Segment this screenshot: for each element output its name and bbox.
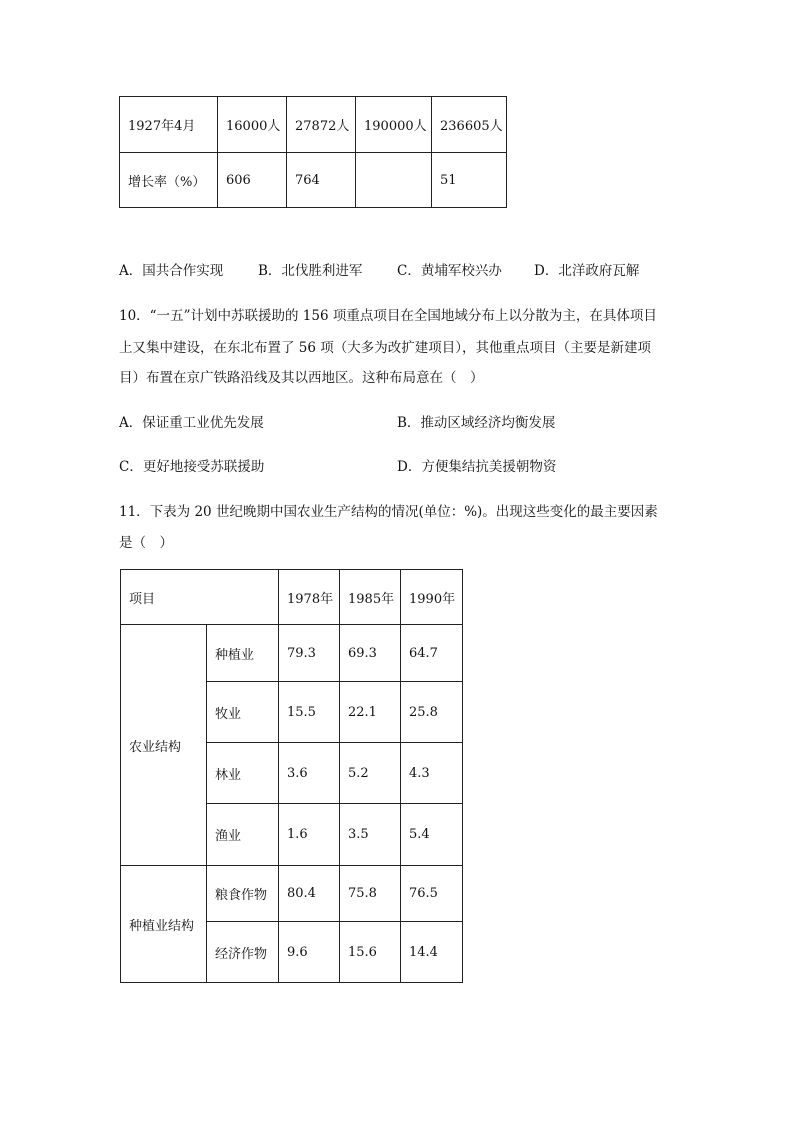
table-cell: 3.5 <box>340 804 401 866</box>
table-cell: 9.6 <box>279 922 340 983</box>
row-label: 渔业 <box>207 804 279 866</box>
row-label: 林业 <box>207 743 279 804</box>
table-row <box>121 625 463 682</box>
table-row <box>120 97 507 153</box>
q11-text-line-2: 是（ ） <box>119 535 173 551</box>
table-cell: 5.4 <box>401 804 463 866</box>
table-row <box>120 153 507 208</box>
header-cell-year: 1985年 <box>340 570 401 625</box>
table-row <box>121 866 463 922</box>
table-cell: 236605人 <box>432 97 507 153</box>
table-cell: 15.6 <box>340 922 401 983</box>
table-cell: 1927年4月 <box>120 97 218 153</box>
table-cell: 764 <box>287 153 356 208</box>
table-cell: 27872人 <box>287 97 356 153</box>
row-label: 牧业 <box>207 682 279 743</box>
q9-option-d: D．北洋政府瓦解 <box>534 263 640 279</box>
group-label-planting: 种植业结构 <box>121 866 207 983</box>
table-cell: 64.7 <box>401 625 463 682</box>
table-cell: 5.2 <box>340 743 401 804</box>
q9-option-c: C．黄埔军校兴办 <box>397 263 502 279</box>
table-cell: 190000人 <box>356 97 432 153</box>
row-label: 粮食作物 <box>207 866 279 922</box>
table-cell: 79.3 <box>279 625 340 682</box>
row-label: 种植业 <box>207 625 279 682</box>
group-label-agriculture: 农业结构 <box>121 625 207 866</box>
table-cell: 22.1 <box>340 682 401 743</box>
table-cell: 606 <box>218 153 287 208</box>
population-table <box>119 96 507 208</box>
table-cell: 3.6 <box>279 743 340 804</box>
table-cell: 80.4 <box>279 866 340 922</box>
row-label: 经济作物 <box>207 922 279 983</box>
table-cell: 51 <box>432 153 507 208</box>
table-cell: 69.3 <box>340 625 401 682</box>
q11-text-line-1: 11．下表为 20 世纪晚期中国农业生产结构的情况(单位：%)。出现这些变化的最主要因素 <box>119 504 658 520</box>
table-cell: 75.8 <box>340 866 401 922</box>
q10-option-b: B．推动区域经济均衡发展 <box>397 415 556 431</box>
table-cell <box>356 153 432 208</box>
header-cell-item: 项目 <box>121 570 279 625</box>
table-cell: 4.3 <box>401 743 463 804</box>
table-cell: 增长率（%） <box>120 153 218 208</box>
agriculture-structure-table <box>120 569 463 983</box>
q10-option-d: D．方便集结抗美援朝物资 <box>397 459 557 475</box>
table-cell: 16000人 <box>218 97 287 153</box>
table-cell: 14.4 <box>401 922 463 983</box>
header-cell-year: 1990年 <box>401 570 463 625</box>
q10-option-a: A．保证重工业优先发展 <box>119 415 264 431</box>
q10-text-line-3: 目）布置在京广铁路沿线及其以西地区。这种布局意在（ ） <box>119 370 484 386</box>
table-cell: 25.8 <box>401 682 463 743</box>
q10-option-c: C．更好地接受苏联援助 <box>119 459 265 475</box>
table-cell: 1.6 <box>279 804 340 866</box>
q9-option-b: B．北伐胜利进军 <box>258 263 363 279</box>
table-cell: 15.5 <box>279 682 340 743</box>
header-cell-year: 1978年 <box>279 570 340 625</box>
table-cell: 76.5 <box>401 866 463 922</box>
table-header-row <box>121 570 463 625</box>
q10-text-line-2: 上又集中建设，在东北布置了 56 项（大多为改扩建项目），其他重点项目（主要是新建项 <box>119 340 652 356</box>
q10-text-line-1: 10．“一五”计划中苏联援助的 156 项重点项目在全国地域分布上以分散为主，在具体项目 <box>119 308 657 324</box>
q9-option-a: A．国共合作实现 <box>119 263 224 279</box>
